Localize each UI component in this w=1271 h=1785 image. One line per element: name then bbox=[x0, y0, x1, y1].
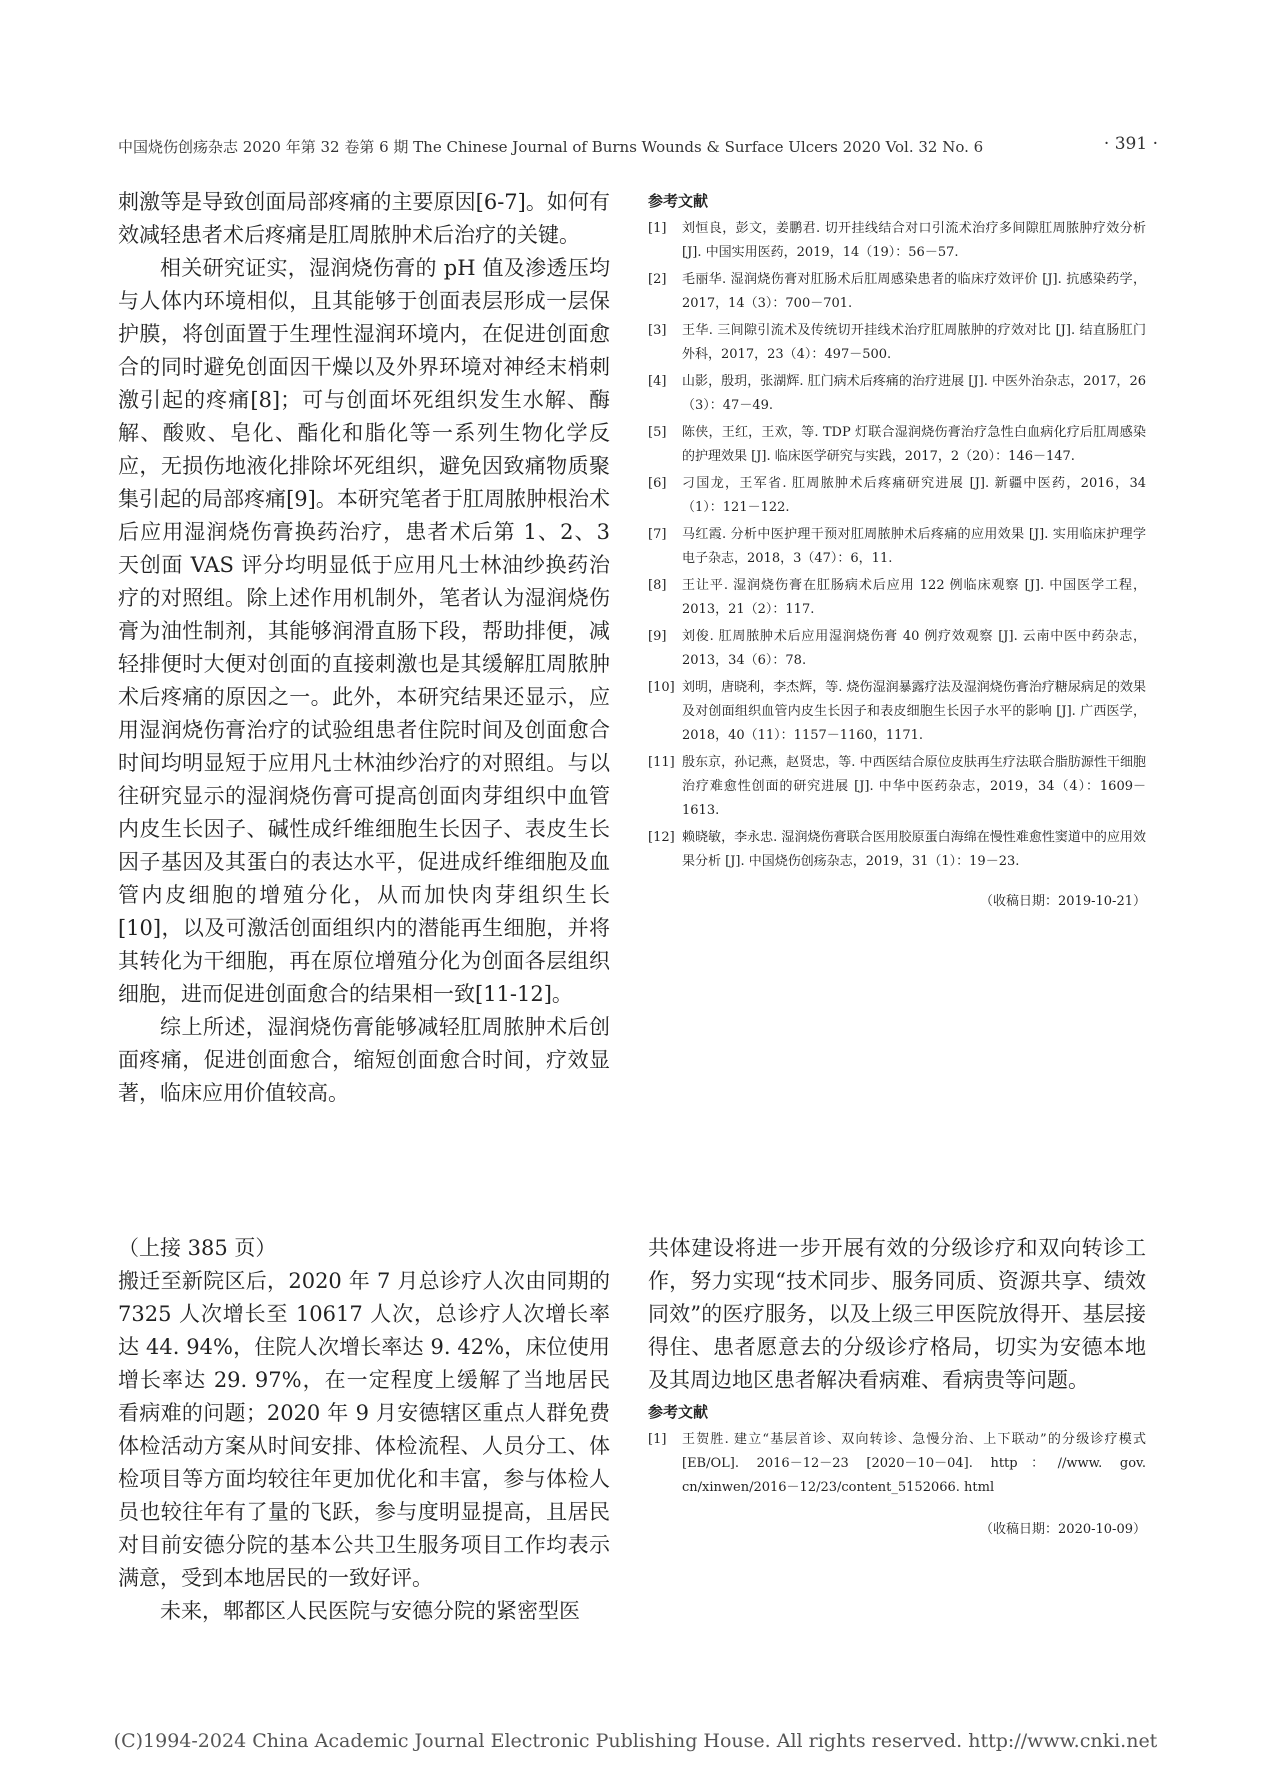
reference-item bbox=[648, 751, 1146, 823]
paragraph: 共体建设将进一步开展有效的分级诊疗和双向转诊工作，努力实现“技术同步、服务同质、资源共享、绩效同效”的医疗服务，以及上级三甲医院放得开、基层接得住、患者愿意去的分级诊疗格局，切实为安德本地及其周边地区患者解决看病难、看病贵等问题。 bbox=[648, 1236, 1146, 1392]
top-left-column bbox=[118, 186, 610, 1110]
bottom-right-column bbox=[648, 1232, 1146, 1537]
reference-number: [3] bbox=[648, 323, 667, 338]
reference-number: [4] bbox=[648, 374, 667, 389]
paragraph: 搬迁至新院区后，2020 年 7 月总诊疗人次由同期的 7325 人次增长至 10617 人次，总诊疗人次增长率达 44. 94%，住院人次增长率达 9. 42%，床位使用增长率达 29. 97%，在一定程度上缓解了当地居民看病难的问题；2020 年 9 月安德辖区重点人群免费体检活动方案从时间安排、体检流程、人员分工、体检项目等方面均较往年更加优化和丰富，参与体检人员也较往年有了量的飞跃，参与度明显提高，且居民对目前安德分院的基本公共卫生服务项目工作均表示满意，受到本地居民的一致好评。 bbox=[118, 1269, 610, 1590]
reference-item bbox=[648, 574, 1146, 622]
reference-text: 王让平. 湿润烧伤膏在肛肠病术后应用 122 例临床观察 [J]. 中国医学工程，2013，21（2）：117. bbox=[682, 578, 1146, 617]
page-number: · 391 · bbox=[1103, 134, 1158, 154]
journal-line: 中国烧伤创疡杂志 2020 年第 32 卷第 6 期 The Chinese Journal of Burns Wounds & Surface Ulcers 2020 Vol. 32 No. 6 bbox=[118, 138, 984, 156]
reference-number: [2] bbox=[648, 272, 667, 287]
reference-number: [1] bbox=[648, 221, 667, 236]
reference-item bbox=[648, 421, 1146, 469]
reference-text: 王贺胜. 建立“基层首诊、双向转诊、急慢分治、上下联动”的分级诊疗模式 [EB/OL]. 2016－12－23 [2020－10－04]. http：//www. gov. cn/xinwen/2016－12/23/content_5152066. html bbox=[682, 1432, 1146, 1495]
reference-number: [6] bbox=[648, 476, 667, 491]
paragraph: 综上所述，湿润烧伤膏能够减轻肛周脓肿术后创面疼痛，促进创面愈合，缩短创面愈合时间，疗效显著，临床应用价值较高。 bbox=[118, 1015, 610, 1105]
reference-text: 毛丽华. 湿润烧伤膏对肛肠术后肛周感染患者的临床疗效评价 [J]. 抗感染药学，2017，14（3）：700－701. bbox=[682, 272, 1146, 311]
reference-text: 刘俊. 肛周脓肿术后应用湿润烧伤膏 40 例疗效观察 [J]. 云南中医中药杂志，2013，34（6）：78. bbox=[682, 629, 1146, 668]
reference-text: 赖晓敏，李永忠. 湿润烧伤膏联合医用胶原蛋白海绵在慢性难愈性窦道中的应用效果分析 [J]. 中国烧伤创疡杂志，2019，31（1）：19－23. bbox=[682, 830, 1146, 869]
reference-item bbox=[648, 523, 1146, 571]
reference-text: 殷东京，孙记燕，赵贤忠，等. 中西医结合原位皮肤再生疗法联合脂肪源性干细胞治疗难愈性创面的研究进展 [J]. 中华中医药杂志，2019，34（4）：1609－1613. bbox=[682, 755, 1146, 818]
reference-number: [5] bbox=[648, 425, 667, 440]
received-date: （收稿日期：2020-10-09） bbox=[980, 1522, 1146, 1537]
reference-number: [7] bbox=[648, 527, 667, 542]
reference-item bbox=[648, 319, 1146, 367]
reference-item bbox=[648, 676, 1146, 748]
reference-item bbox=[648, 268, 1146, 316]
reference-text: 山影，殷玥，张湖辉. 肛门病术后疼痛的治疗进展 [J]. 中医外治杂志，2017，26（3）：47－49. bbox=[682, 374, 1146, 413]
reference-list bbox=[648, 217, 1146, 874]
reference-number: [12] bbox=[648, 830, 675, 845]
reference-item bbox=[648, 625, 1146, 673]
copyright-footer: (C)1994-2024 China Academic Journal Electronic Publishing House. All rights reserved. http://www.cnki.net bbox=[113, 1730, 1158, 1752]
reference-item bbox=[648, 1428, 1146, 1500]
references-title: 参考文献 bbox=[648, 1403, 709, 1421]
bottom-left-column bbox=[118, 1232, 610, 1628]
paragraph: 未来，郫都区人民医院与安德分院的紧密型医 bbox=[160, 1599, 580, 1623]
reference-item bbox=[648, 826, 1146, 874]
reference-number: [10] bbox=[648, 680, 675, 695]
references-top bbox=[648, 190, 1146, 909]
paragraph: 刺激等是导致创面局部疼痛的主要原因[6-7]。如何有效减轻患者术后疼痛是肛周脓肿术后治疗的关键。 bbox=[118, 190, 610, 247]
received-date: （收稿日期：2019-10-21） bbox=[980, 894, 1146, 909]
reference-number: [8] bbox=[648, 578, 667, 593]
reference-number: [11] bbox=[648, 755, 675, 770]
paragraph: 相关研究证实，湿润烧伤膏的 pH 值及渗透压均与人体内环境相似，且其能够于创面表层形成一层保护膜，将创面置于生理性湿润环境内，在促进创面愈合的同时避免创面因干燥以及外界环境对神经末梢刺激引起的疼痛[8]；可与创面坏死组织发生水解、酶解、酸败、皂化、酯化和脂化等一系列生物化学反应，无损伤地液化排除坏死组织，避免因致痛物质聚集引起的局部疼痛[9]。本研究笔者于肛周脓肿根治术后应用湿润烧伤膏换药治疗，患者术后第 1、2、3 天创面 VAS 评分均明显低于应用凡士林油纱换药治疗的对照组。除上述作用机制外，笔者认为湿润烧伤膏为油性制剂，其能够润滑直肠下段，帮助排便，减轻排便时大便对创面的直接刺激也是其缓解肛周脓肿术后疼痛的原因之一。此外，本研究结果还显示，应用湿润烧伤膏治疗的试验组患者住院时间及创面愈合时间均明显短于应用凡士林油纱治疗的对照组。与以往研究显示的湿润烧伤膏可提高创面肉芽组织中血管内皮生长因子、碱性成纤维细胞生长因子、表皮生长因子基因及其蛋白的表达水平，促进成纤维细胞及血管内皮细胞的增殖分化，从而加快肉芽组织生长[10]，以及可激活创面组织内的潜能再生细胞，并将其转化为干细胞，再在原位增殖分化为创面各层组织细胞，进而促进创面愈合的结果相一致[11-12]。 bbox=[118, 256, 610, 1006]
reference-list bbox=[648, 1428, 1146, 1500]
continued-note: （上接 385 页） bbox=[118, 1236, 277, 1260]
reference-text: 陈侠，王红，王欢，等. TDP 灯联合湿润烧伤膏治疗急性白血病化疗后肛周感染的护理效果 [J]. 临床医学研究与实践，2017，2（20）：146－147. bbox=[682, 425, 1146, 464]
running-header bbox=[118, 136, 1158, 157]
reference-text: 刘明，唐晓利，李杰辉，等. 烧伤湿润暴露疗法及湿润烧伤膏治疗糖尿病足的效果及对创面组织血管内皮生长因子和表皮细胞生长因子水平的影响 [J]. 广西医学，2018，40（11）：1157－1160，1171. bbox=[682, 680, 1146, 743]
reference-number: [1] bbox=[648, 1432, 667, 1447]
reference-text: 刘恒良，彭文，姜鹏君. 切开挂线结合对口引流术治疗多间隙肛周脓肿疗效分析 [J]. 中国实用医药，2019，14（19）：56－57. bbox=[682, 221, 1146, 260]
references-title: 参考文献 bbox=[648, 192, 709, 210]
reference-number: [9] bbox=[648, 629, 667, 644]
reference-text: 马红霞. 分析中医护理干预对肛周脓肿术后疼痛的应用效果 [J]. 实用临床护理学电子杂志，2018，3（47）：6，11. bbox=[682, 527, 1146, 566]
reference-item bbox=[648, 472, 1146, 520]
reference-item bbox=[648, 370, 1146, 418]
reference-item bbox=[648, 217, 1146, 265]
reference-text: 王华. 三间隙引流术及传统切开挂线术治疗肛周脓肿的疗效对比 [J]. 结直肠肛门外科，2017，23（4）：497－500. bbox=[682, 323, 1146, 362]
reference-text: 刁国龙，王军省. 肛周脓肿术后疼痛研究进展 [J]. 新疆中医药，2016，34（1）：121－122. bbox=[682, 476, 1146, 515]
